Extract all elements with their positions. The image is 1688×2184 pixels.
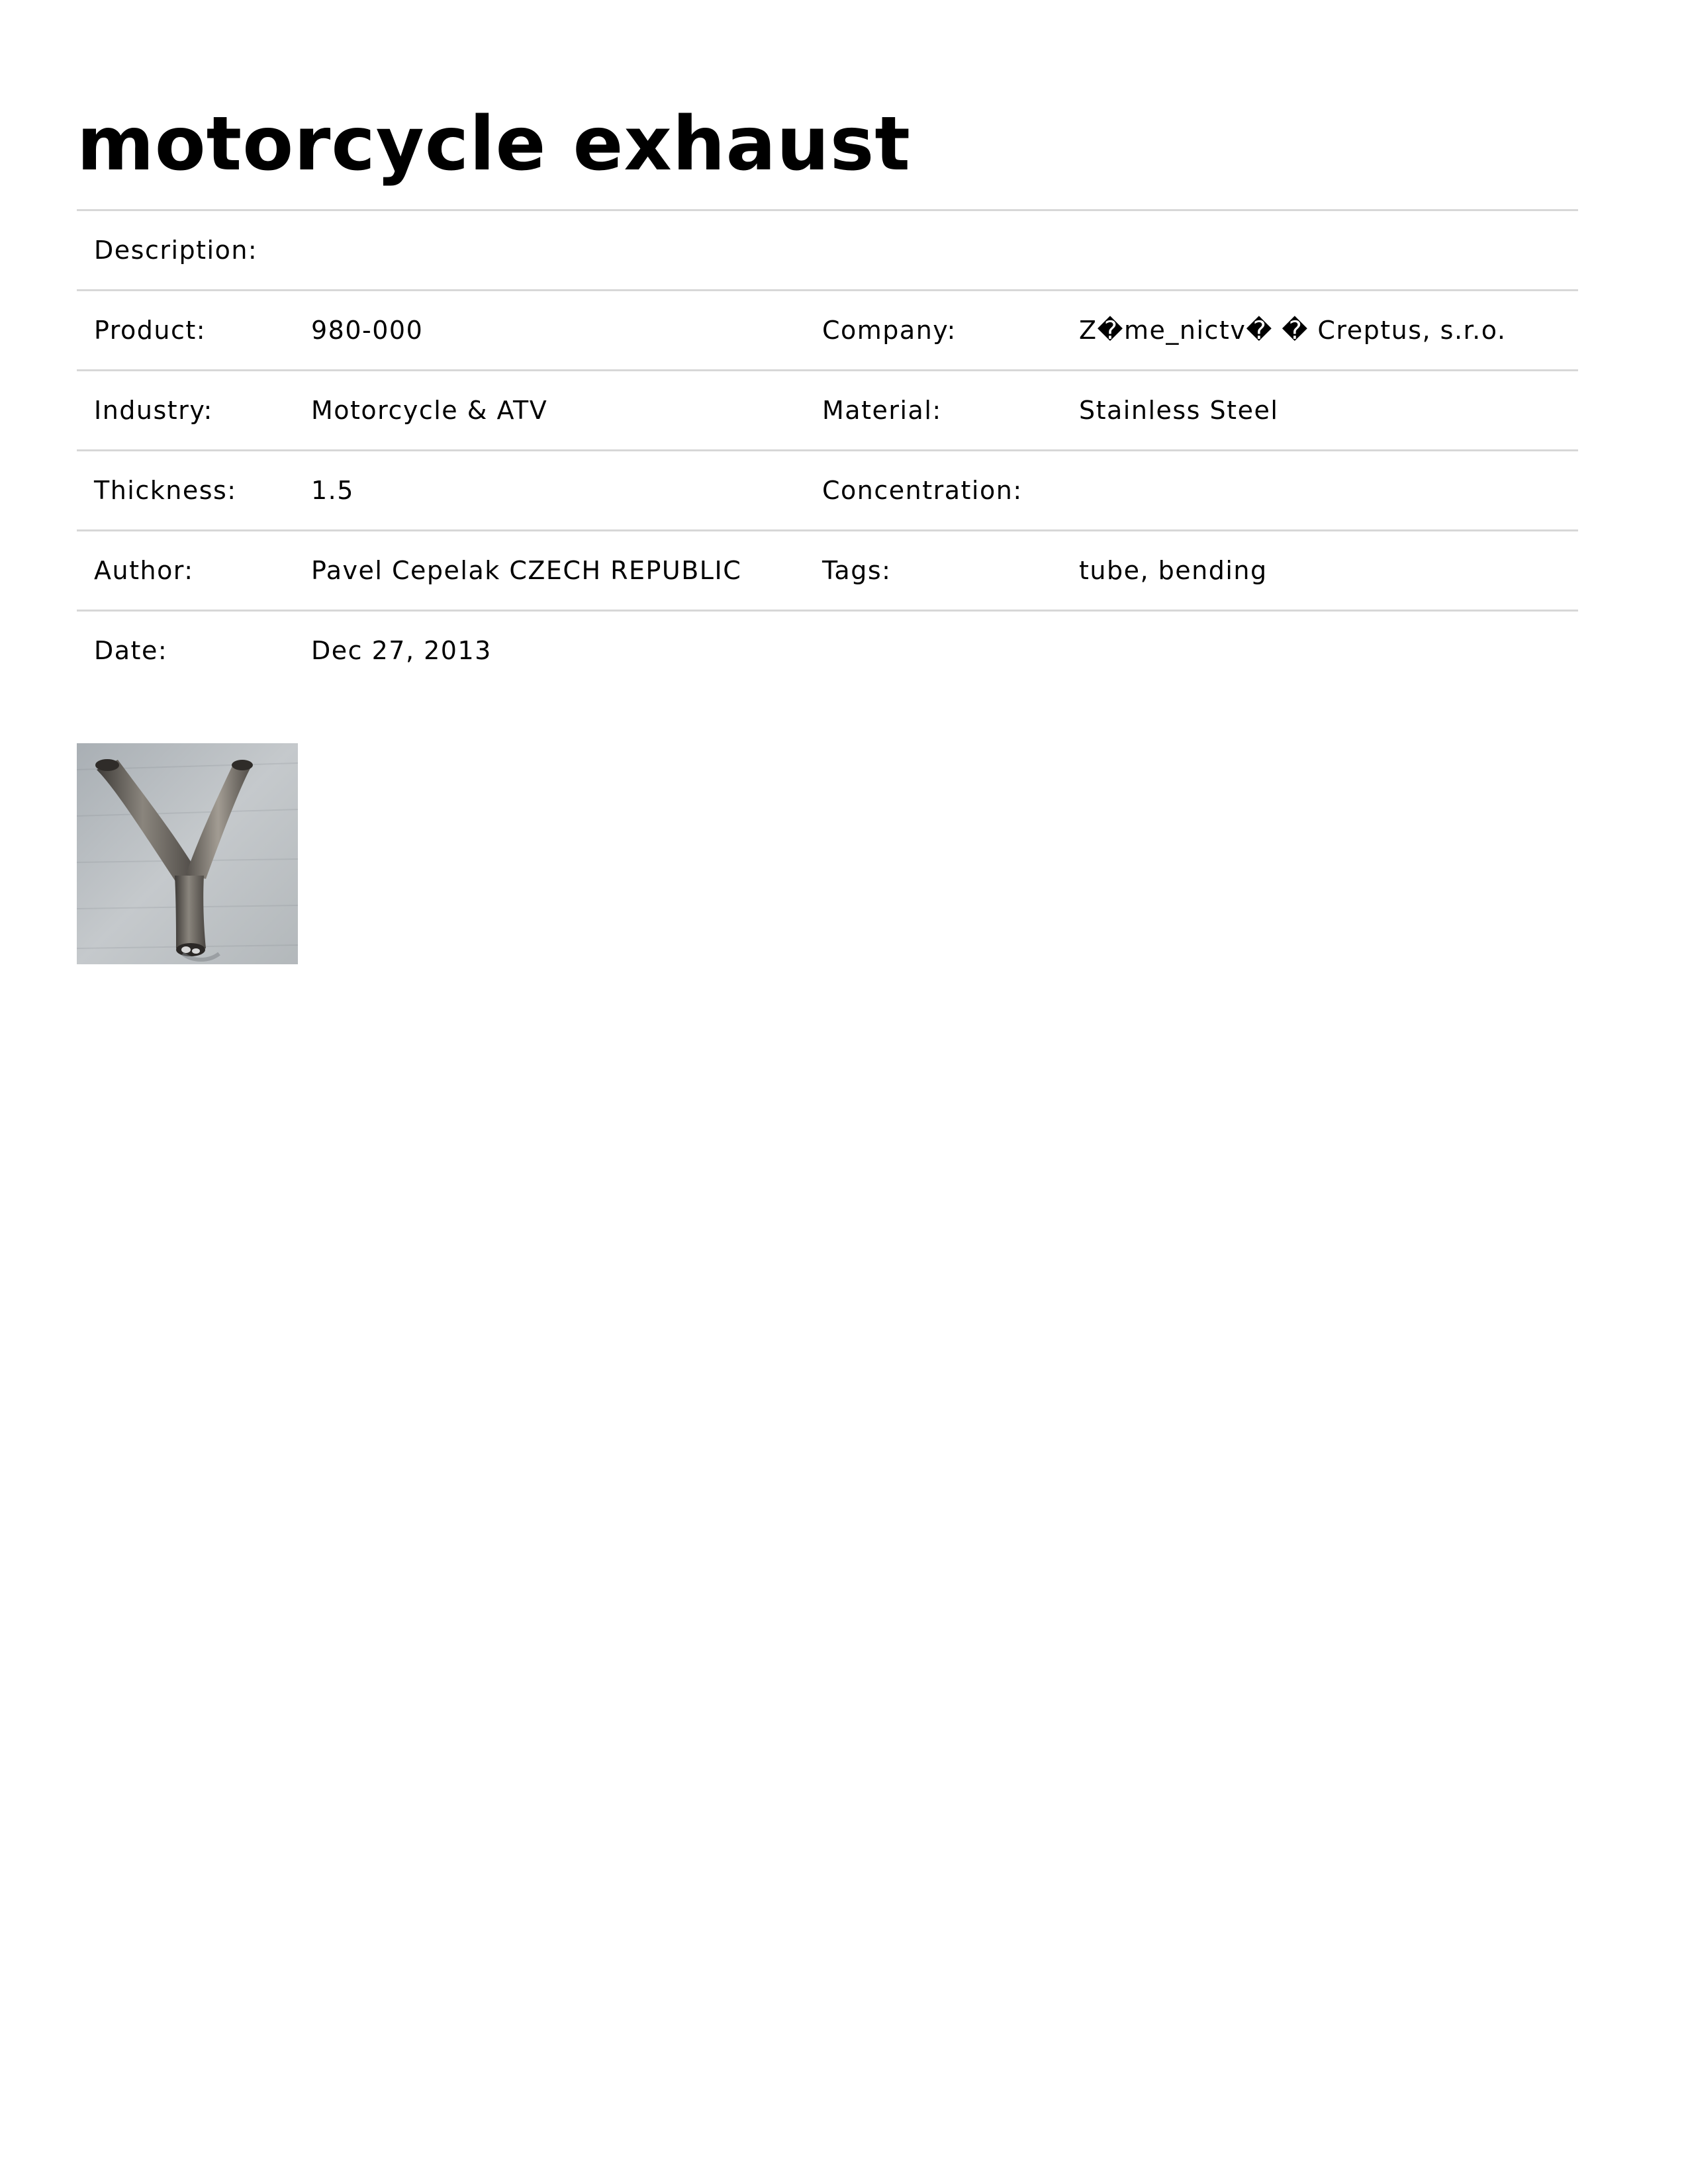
industry-label: Industry: [94,396,213,425]
product-value: 980-000 [311,316,424,345]
author-label: Author: [94,556,194,585]
company-value: Z�me_nictv� � Creptus, s.r.o. [1079,316,1507,345]
date-label: Date: [94,636,168,665]
material-label: Material: [822,396,942,425]
details-row-author [77,529,1578,610]
tags-label: Tags: [822,556,892,585]
product-thumbnail[interactable] [77,743,298,964]
product-label: Product: [94,316,207,345]
details-row-description [77,209,1578,289]
exhaust-pipe-image [77,743,298,964]
date-value: Dec 27, 2013 [311,636,492,665]
tags-value: tube, bending [1079,556,1268,585]
details-row-thickness [77,449,1578,529]
thickness-value: 1.5 [311,476,354,505]
concentration-label: Concentration: [822,476,1023,505]
industry-value: Motorcycle & ATV [311,396,548,425]
company-label: Company: [822,316,957,345]
material-value: Stainless Steel [1079,396,1279,425]
details-row-product [77,289,1578,369]
author-value: Pavel Cepelak CZECH REPUBLIC [311,556,742,585]
description-label: Description: [94,236,258,265]
page-title: motorcycle exhaust [77,101,911,187]
details-table [77,209,1578,690]
details-row-date [77,610,1578,690]
thickness-label: Thickness: [94,476,237,505]
details-row-industry [77,369,1578,449]
